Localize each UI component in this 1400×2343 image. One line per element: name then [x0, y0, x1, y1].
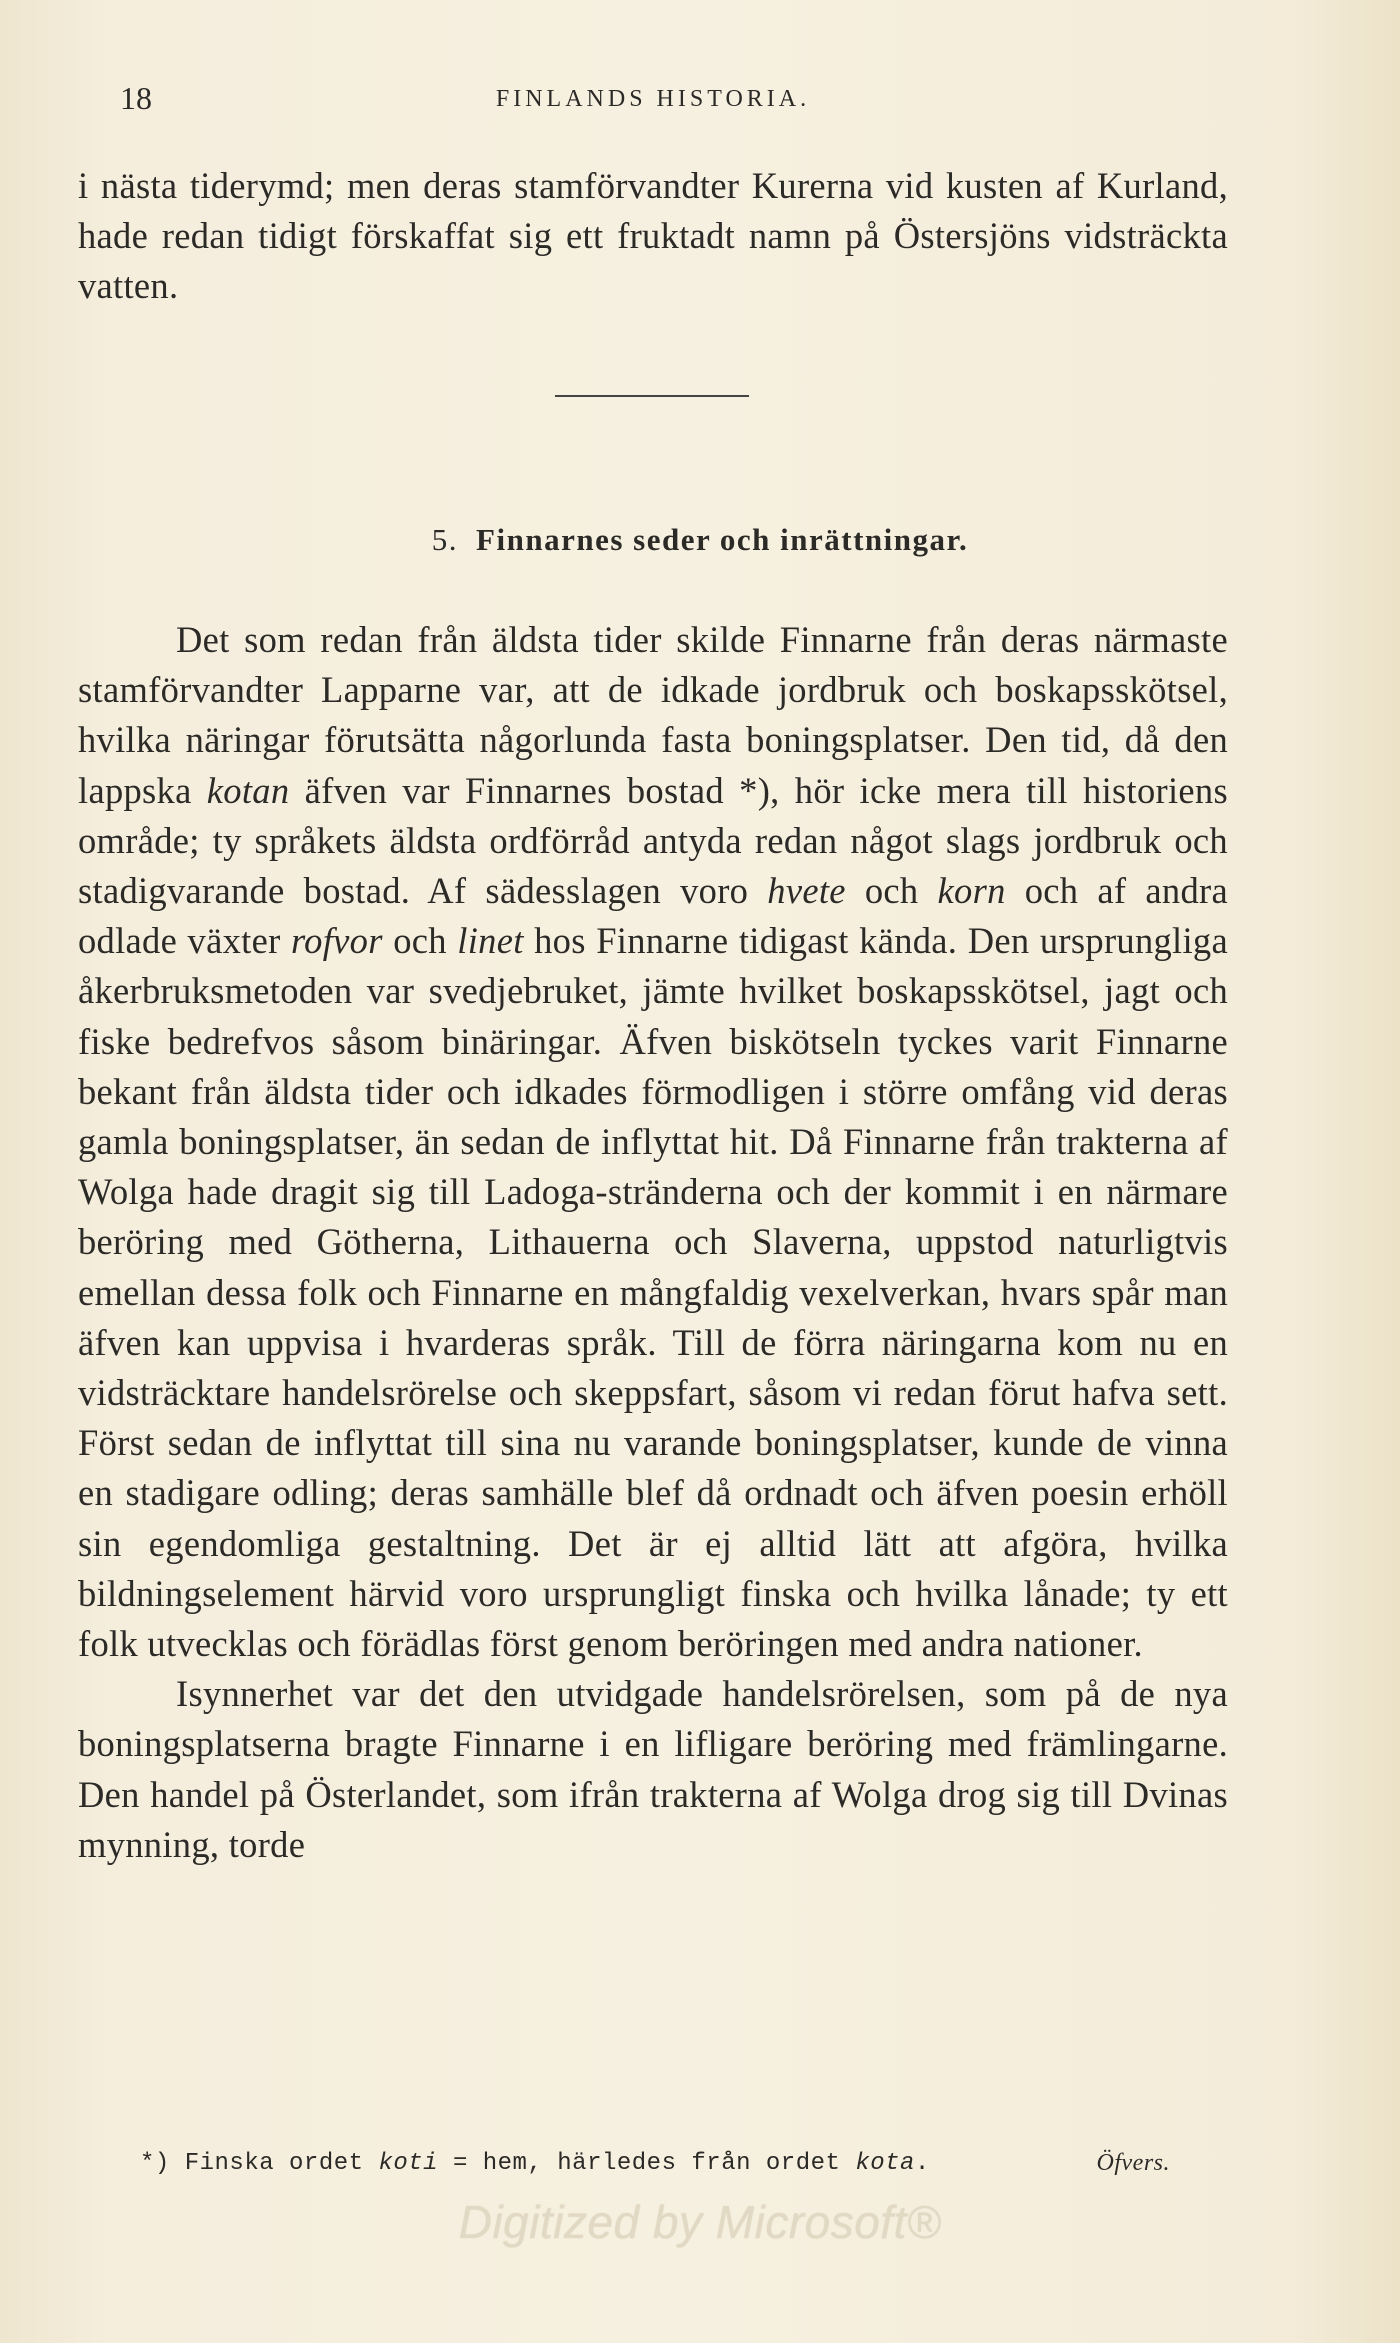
- footnote-text-a: *) Finska ordet: [140, 2150, 379, 2177]
- footnote-term-kota: kota: [855, 2150, 915, 2177]
- paragraph-1-text-a: Det som redan från äldsta tider skilde Finnarne från deras närmaste stamförvandter Lapparne var, att de idkade jordbruk och boskapsskötsel, hvilka näringar förutsätta någorlunda fasta boningsplatser. Den tid, då den lappska: [78, 619, 1228, 811]
- section-number: 5.: [431, 522, 459, 557]
- footnote-text-c: .: [914, 2150, 930, 2177]
- paragraph-1-text-e: och: [382, 920, 458, 962]
- page-number: 18: [120, 80, 152, 116]
- paragraph-1-text-b: äfven var Finnarnes bostad *), hör icke mera till historiens område; ty språkets äldsta ordförråd antyda redan något slags jordbruk och stadigvarande bostad. Af sädesslagen voro: [78, 769, 1228, 912]
- footnote-term-koti: koti: [378, 2150, 439, 2177]
- footnote-text-b: = hem, härledes från ordet: [438, 2150, 856, 2177]
- footnote: [140, 2150, 1170, 2177]
- paragraph-1-text-c: och: [845, 870, 938, 912]
- paragraph-2: Isynnerhet var det den utvidgade handelsrörelsen, som på de nya boningsplatserna bragte Finnarne i en lifligare beröring med främlingarne. Den handel på Österlandet, som ifrån trakterna af Wolga drog sig till Dvinas mynning, torde: [78, 1673, 1228, 1865]
- running-title: FINLANDS HISTORIA.: [495, 86, 811, 112]
- continued-paragraph: [78, 161, 1228, 312]
- italic-term-hvete: hvete: [767, 870, 846, 912]
- italic-term-kotan: kotan: [206, 769, 290, 811]
- paragraph-1: [78, 615, 1228, 1669]
- footnote-translator-note: Öfvers.: [1096, 2150, 1170, 2176]
- section-heading: [0, 522, 1400, 558]
- paragraph-1-text-d: och af andra odlade växter: [78, 870, 1228, 962]
- italic-term-korn: korn: [937, 870, 1006, 912]
- italic-term-rofvor: rofvor: [291, 920, 383, 962]
- watermark: Digitized by Microsoft®: [458, 2196, 942, 2248]
- continued-paragraph-text: i nästa tiderymd; men deras stamförvandter Kurerna vid kusten af Kurland, hade redan tidigt förskaffat sig ett fruktadt namn på Östersjöns vidsträckta vatten.: [78, 165, 1228, 307]
- paragraph-1-text-f: hos Finnarne tidigast kända. Den ursprungliga åkerbruksmetoden var svedjebruket, jämte hvilket boskapsskötsel, jagt och fiske bedrefvos såsom binäringar. Äfven biskötseln tyckes varit Finnarne bekant från äldsta tider och idkades förmodligen i större omfång vid deras gamla boningsplatser, än sedan de inflyttat hit. Då Finnarne från trakterna af Wolga hade dragit sig till Ladoga-stränderna och der kommit i en närmare beröring med Götherna, Lithauerna och Slaverna, uppstod naturligtvis emellan dessa folk och Finnarne en mångfaldig vexelverkan, hvars spår man äfven kan uppvisa i hvarderas språk. Till de förra näringarna kom nu en vidsträcktare handelsrörelse och skeppsfart, såsom vi redan förut hafva sett. Först sedan de inflyttat till sina nu varande boningsplatser, kunde de vinna en stadigare odling; deras samhälle blef då ordnadt och äfven poesin erhöll sin egendomliga gestaltning. Det är ej alltid lätt att afgöra, hvilka bildningselement härvid voro ursprungligt finska och hvilka lånade; ty ett folk utvecklas och förädlas först genom beröringen med andra nationer.: [78, 920, 1228, 1665]
- section-title: Finnarnes seder och inrättningar.: [476, 522, 969, 557]
- running-head: [78, 80, 1228, 120]
- italic-term-linet: linet: [457, 920, 524, 962]
- section-body: [78, 615, 1228, 1870]
- section-divider: [555, 395, 749, 397]
